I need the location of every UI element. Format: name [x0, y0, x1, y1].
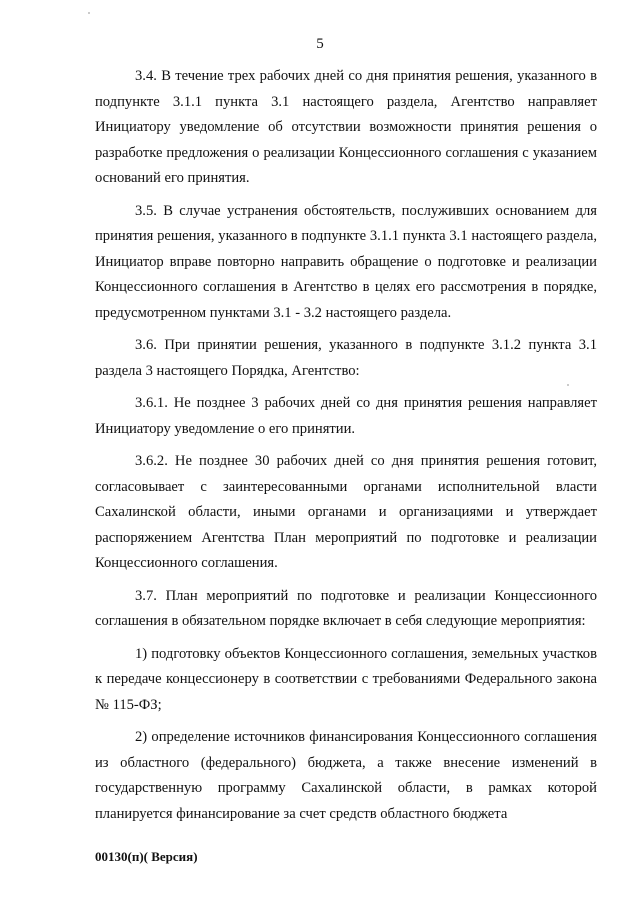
footer-document-code: 00130(п)( Версия) [95, 849, 198, 864]
paragraph-3-6-1: 3.6.1. Не позднее 3 рабочих дней со дня принятия решения направляет Инициатору уведомление о его принятии. [95, 395, 597, 437]
scan-speck [88, 12, 90, 14]
document-body [95, 64, 597, 834]
paragraph-3-6-2: 3.6.2. Не позднее 30 рабочих дней со дня принятия решения готовит, согласовывает с заинтересованными органами исполнительной власти Сахалинской области, иными органами и организациями и утверждает распоряжением Агентства План мероприятий по подготовке и реализации Концессионного соглашения. [95, 453, 597, 571]
scan-speck [567, 384, 569, 386]
list-item-2: 2) определение источников финансирования Концессионного соглашения из областного (федерального) бюджета, а также внесение изменений в государственную программу Сахалинской области, в рамках которой планируется финансирование за счет средств областного бюджета [95, 729, 597, 822]
paragraph-3-7: 3.7. План мероприятий по подготовке и реализации Концессионного соглашения в обязательном порядке включает в себя следующие мероприятия: [95, 587, 597, 629]
list-item-1: 1) подготовку объектов Концессионного соглашения, земельных участков к передаче концессионеру в соответствии с требованиями Федерального закона № 115-ФЗ; [95, 645, 597, 713]
paragraph-3-6: 3.6. При принятии решения, указанного в подпункте 3.1.2 пункта 3.1 раздела 3 настоящего Порядка, Агентство: [95, 337, 597, 379]
page-number: 5 [316, 36, 324, 52]
paragraph-3-5: 3.5. В случае устранения обстоятельств, послуживших основанием для принятия решения, указанного в подпункте 3.1.1 пункта 3.1 настоящего раздела, Инициатор вправе повторно направить обращение о подготовке и реализации Концессионного соглашения в Агентство в целях его рассмотрения в порядке, предусмотренном пунктами 3.1 - 3.2 настоящего раздела. [95, 202, 597, 321]
paragraph-3-4: 3.4. В течение трех рабочих дней со дня принятия решения, указанного в подпункте 3.1.1 пункта 3.1 настоящего раздела, Агентство направляет Инициатору уведомление об отсутствии возможности принятия решения о разработке предложения о реализации Концессионного соглашения с указанием оснований его принятия. [95, 68, 597, 186]
